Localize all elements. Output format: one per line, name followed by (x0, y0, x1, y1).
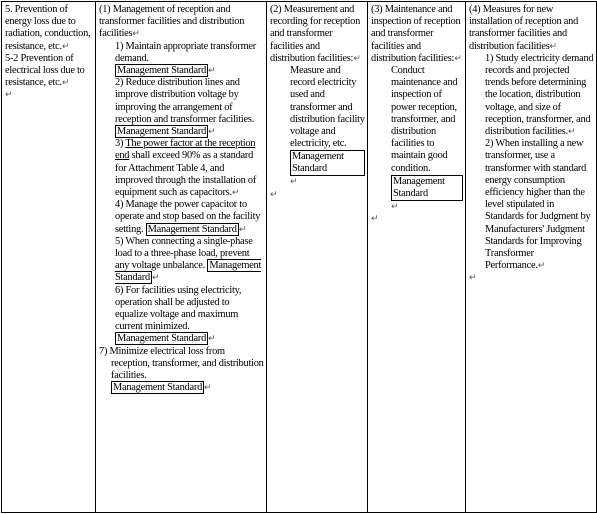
management-item-3: 3) The power factor at the reception end shall exceed 90% as a standard for Attachment Table 4, and improved through the installation of equipment such as capacitors.↵ (115, 138, 257, 199)
table-row (2, 2, 597, 513)
paragraph-mark-icon: ↵ (151, 273, 160, 284)
paragraph-mark-icon: ↵ (567, 127, 576, 138)
paragraph-mark-icon: ↵ (61, 41, 70, 52)
measurement-heading: (2) Measurement and recording for reception and transformer facilities and distribution facilities:↵ (270, 4, 361, 64)
cell-management (96, 2, 267, 513)
paragraph-mark-icon: ↵ (549, 41, 557, 52)
new-installation-item-1: 1) Study electricity demand records and projected trends before determining the location, distribution voltage, and size of reception, transformer, and distribution facilities.↵ (485, 52, 594, 138)
paragraph-mark-icon: ↵ (208, 66, 216, 77)
paragraph-mark-icon: ↵ (290, 177, 298, 188)
power-factor-phrase: The power factor at the reception end (115, 138, 256, 162)
paragraph-mark-icon: ↵ (5, 90, 13, 101)
management-standard-tag: Management Standard (117, 65, 207, 77)
cell-maintenance (368, 2, 466, 513)
management-heading: (1) Management of reception and transformer facilities and distribution facilities↵ (99, 4, 245, 40)
paragraph-mark-icon: ↵ (231, 188, 240, 199)
management-standard-tag: Management Standard (117, 126, 207, 138)
paragraph-mark-icon: ↵ (208, 127, 216, 138)
management-standard-tag: Management Standard (290, 150, 365, 176)
paragraph-mark-icon: ↵ (270, 189, 278, 200)
management-standard-tag: Management Standard (391, 175, 463, 201)
management-standard-tag: Management Standard (115, 260, 262, 284)
measurement-body: Measure and record electricity used and transformer and distribution facility voltage and electricity, etc. Management Standard↵ (290, 65, 365, 188)
category-title: 5. Prevention of energy loss due to radiation, conduction, resistance, etc.↵ (5, 4, 91, 52)
new-installation-heading: (4) Measures for new installation of reception and transformer facilities and distribution facilities↵ (469, 4, 579, 52)
paragraph-mark-icon: ↵ (132, 29, 140, 40)
maintenance-heading: (3) Maintenance and inspection of reception and transformer facilities and distribution facilities:↵ (371, 4, 462, 64)
management-item-2: 2) Reduce distribution lines and improve distribution voltage by improving the arrangement of reception and transformer facilities. Management Standard ↵ (115, 77, 255, 138)
paragraph-mark-icon: ↵ (469, 273, 477, 284)
paragraph-mark-icon: ↵ (537, 261, 545, 272)
paragraph-mark-icon: ↵ (238, 224, 246, 235)
energy-standards-table (1, 1, 597, 513)
management-item-4: 4) Manage the power capacitor to operate and stop based on the facility setting. Management Standard ↵ (115, 199, 261, 235)
paragraph-mark-icon: ↵ (204, 383, 212, 394)
paragraph-mark-icon: ↵ (391, 201, 399, 212)
management-item-6: 6) For facilities using electricity, operation shall be adjusted to equalize voltage and maximum current minimized. Management Standard ↵ (115, 284, 242, 345)
management-standard-tag: Management Standard (147, 223, 237, 235)
management-item-5: 5) When connecting a single-phase load to a three-phase load, prevent any voltage unbalance. Management Standard ↵ (115, 235, 262, 284)
cell-category (2, 2, 96, 513)
maintenance-body: Conduct maintenance and inspection of power reception, transformer, and distribution facilities to maintain good condition. Management Standard↵ (391, 65, 463, 213)
paragraph-mark-icon: ↵ (371, 214, 379, 225)
management-item-1: 1) Maintain appropriate transformer demand. Management Standard ↵ (115, 40, 256, 77)
paragraph-mark-icon: ↵ (353, 53, 361, 64)
management-item-7: 7) Minimize electrical loss from reception, transformer, and distribution facilities. Management Standard ↵ (99, 345, 264, 394)
subcategory-title: 5-2 Prevention of electrical loss due to resistance, etc.↵ (5, 52, 85, 89)
new-installation-item-2: 2) When installing a new transformer, use a transformer with standard energy consumption efficiency higher than the level stipulated in Standards for Judgment by Manufacturers' Judgment Standards for Improving Transformer Performance.↵ (485, 138, 591, 272)
paragraph-mark-icon: ↵ (454, 53, 462, 64)
paragraph-mark-icon: ↵ (61, 78, 70, 89)
paragraph-mark-icon: ↵ (208, 334, 216, 345)
management-standard-tag: Management Standard (113, 382, 203, 394)
management-standard-tag: Management Standard (117, 333, 207, 345)
cell-new-installation (466, 2, 597, 513)
cell-measurement (267, 2, 368, 513)
